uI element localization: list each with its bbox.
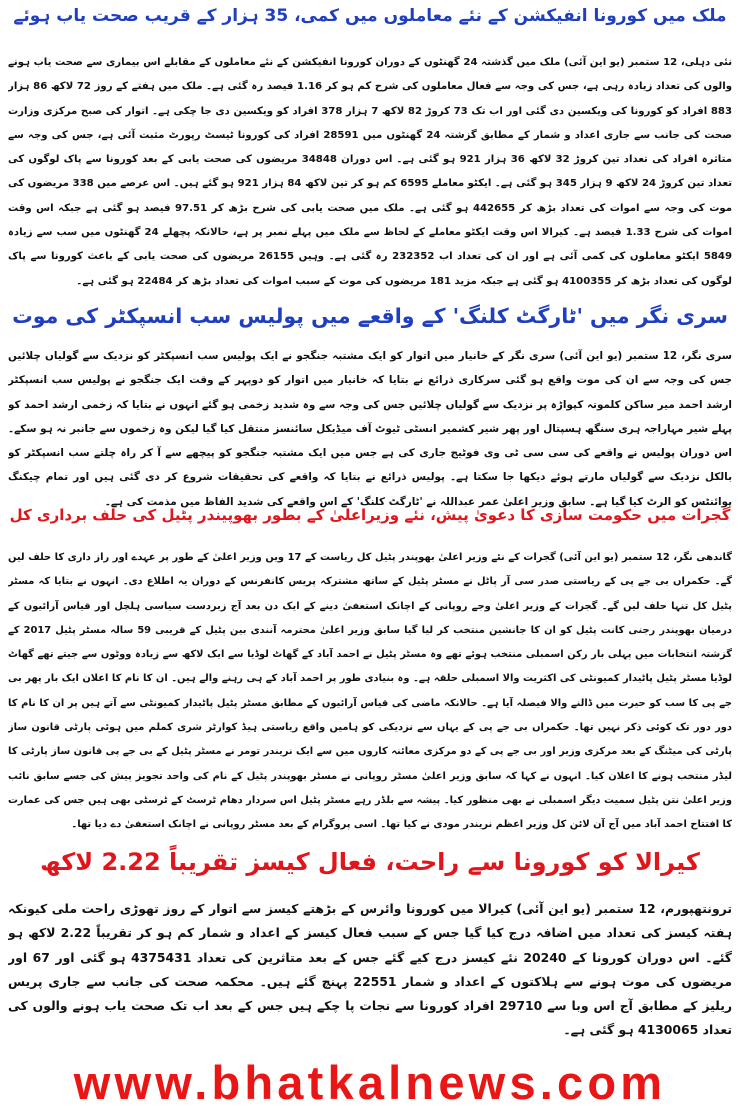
article-4-body: ترونتھپورم، 12 ستمبر (یو این آئی) کیرالا میں کورونا وائرس کے بڑھتے کیسز سے اتوار کے روز تھوڑی راحت ملی کیونکہ ہفتہ کیسز کی تعداد میں اضافہ درج کیا گیا جس کے سبب فعال کیسز کے اعداد و شمار کم ہو کر تقریباً 2.22 لاکھ ہو گئے۔ اس دوران کورونا کے 20240 نئے کیسز درج کیے گئے جس کے بعد متاثرین کی تعداد 4375431 ہو گئی اور 67 اور مریضوں کی موت ہونے سے ہلاکتوں کے اعداد و شمار 22551 پہنچ گئے ہیں۔ محکمہ صحت کی جانب سے جاری پریس ریلیز کے مطابق آج اس وبا سے 29710 افراد کورونا سے نجات پا چکے ہیں جس کے بعد اب تک صحت یاب ہونے والوں کی تعداد 4130065 ہو گئی ہے۔ xyxy=(8,901,732,1038)
article-4-headline: کیرالا کو کورونا سے راحت، فعال کیسز تقریباً 2.22 لاکھ xyxy=(40,848,700,876)
article-2-headline: سری نگر میں 'ٹارگٹ کلنگ' کے واقعے میں پولیس سب انسپکٹر کی موت xyxy=(12,304,728,328)
article-3-headline: گجرات میں حکومت سازی کا دعویٰ پیش، نئے وزیراعلیٰ کے بطور بھوپیندر پٹیل کی حلف برداری کل xyxy=(9,506,731,524)
article-3-body: گاندھی نگر، 12 ستمبر (یو این آئی) گجرات کے نئے وزیر اعلیٰ بھوپندر پٹیل کل ریاست کے 17 ویں وزیر اعلیٰ کے طور پر عہدے اور راز داری کا حلف لیں گے۔ حکمراں بی جے پی کے ریاستی صدر سی آر پاٹل نے مسٹر پٹیل کے ساتھ مشترکہ پریس کانفرنس کے دوران یہ اطلاع دی۔ انہوں نے بتایا کہ مسٹر پٹیل کل تنہا حلف لیں گے۔ گجرات کے وزیر اعلیٰ وجے روپانی کے اچانک استعفیٰ دینے کے ایک دن بعد آج زبردست سیاسی ہلچل اور قیاس آرائیوں کے درمیان بھوپندر رجنی کانت پٹیل کو ان کا جانشین منتخب کر لیا گیا سابق وزیر اعلیٰ محترمہ آنندی بین پٹیل کے قریبی 59 سالہ مسٹر پٹیل 2017 کے گزشتہ انتخابات میں پہلی بار رکن اسمبلی منتخب ہوئے تھے وہ مسٹر پٹیل نے احمد آباد کے گھاٹ لوڈیا سے ایک لاکھ سے زیادہ ووٹوں سے جیتے تھے گھاٹ لوڈیا مسٹر پٹیل پاٹیدار کمیونٹی کی اکثریت والا اسمبلی حلقہ ہے۔ وہ بنیادی طور پر احمد آباد کے ہی رہنے والے ہیں۔ ان کا نام کا اعلان ایک بار پھر بی جے پی کا سب کو حیرت میں ڈالنے والا فیصلہ آیا ہے۔ حالانکہ ماضی کی قیاس آرائیوں کے مطابق مسٹر پٹیل پاٹیدار کمیونٹی سے آتے ہیں پر ان کا نام کا دور دور تک کوئی ذکر نہیں تھا۔ حکمراں بی جے پی کے یہاں سے نزدیکی کو ہامیں واقع ریاستی ہیڈ کوارٹر شری کملم میں ہوئی پارٹی قانون ساز پارٹی کی میٹنگ کے بعد مرکزی وزیر اور بی جے پی کے دو مرکزی معائنہ کاروں میں سے ایک نریندر تومر نے مسٹر پٹیل کے بی جے پی قانون ساز پارٹی کا لیڈر منتخب ہونے کا اعلان کیا۔ انہوں نے کہا کہ سابق وزیر اعلیٰ مسٹر روپانی نے مسٹر بھوپندر پٹیل کے نام کی واحد تجویز پیش کی جسے سابق نائب وزیر اعلیٰ نتن پٹیل سمیت دیگر اسمبلی نے بھی منظور کیا۔ پیشہ سے بلڈر رہے مسٹر پٹیل اس سردار دھام ٹرسٹ کے ٹرسٹی بھی ہیں جس کی عمارت کا افتتاح احمد آباد میں آج آن لائن کل وزیر اعظم نریندر مودی نے کیا تھا۔ اسی پروگرام کے بعد مسٹر روپانی نے اچانک استعفیٰ دے دیا تھا۔ xyxy=(8,552,732,831)
article-1-headline: ملک میں کورونا انفیکشن کے نئے معاملوں میں کمی، 35 ہزار کے قریب صحت یاب ہوئے xyxy=(13,6,727,26)
article-1-body: نئی دہلی، 12 ستمبر (یو این آئی) ملک میں گذشتہ 24 گھنٹوں کے دوران کورونا انفیکشن کے نئے معاملوں کے مقابلے اس بیماری سے صحت یاب ہونے والوں کی تعداد زیادہ رہی ہے، جس کی وجہ سے فعال معاملوں کی شرح کم ہو کر 1.16 فیصد رہ گئی ہے۔ ملک میں ہفتے کے روز 72 لاکھ 86 ہزار 883 افراد کو کورونا کی ویکسین دی گئی اور اب تک 73 کروڑ 82 لاکھ 7 ہزار 378 افراد کو ویکسین دی جا چکی ہے۔ اتوار کی صبح مرکزی وزارت صحت کی جانب سے جاری اعداد و شمار کے مطابق گزشتہ 24 گھنٹوں میں 28591 افراد کی کورونا ٹیسٹ رپورٹ مثبت آئی ہے، جس کی وجہ سے متاثرہ افراد کی تعداد تین کروڑ 32 لاکھ 36 ہزار 921 ہو گئی ہے۔ اس دوران 34848 مریضوں کی صحت یابی کے بعد کورونا سے پاک لوگوں کی تعداد تین کروڑ 24 لاکھ 9 ہزار 345 ہو گئی ہے۔ ایکٹو معاملے 6595 کم ہو کر تین لاکھ 84 ہزار 921 ہو گئے ہیں۔ اس عرصے میں 338 مریضوں کی موت کی وجہ سے اموات کی تعداد بڑھ کر 442655 ہو گئی ہے۔ ملک میں صحت یابی کی شرح بڑھ کر 97.51 فیصد ہو گئی ہے جبکہ اس وقت اموات کی شرح 1.33 فیصد ہے۔ کیرالا اس وقت ایکٹو معاملے کے لحاظ سے ملک میں پہلے نمبر پر ہے، حالانکہ پچھلے 24 گھنٹوں میں سب سے زیادہ 5849 ایکٹو معاملوں کی کمی آئی ہے اور ان کی تعداد اب 232352 رہ گئی ہے۔ وہیں 26155 مریضوں کی صحت یابی کے باعث کورونا سے پاک لوگوں کی تعداد بڑھ کر 4100355 ہو گئی ہے جبکہ مزید 181 مریضوں کی موت کے سبب اموات کی تعداد بڑھ کر 22484 ہو گئی ہے۔ xyxy=(8,57,732,287)
article-2-body: سری نگر، 12 ستمبر (یو این آئی) سری نگر کے خانیار میں اتوار کو ایک مشتبہ جنگجو نے ایک پولیس سب انسپکٹر کو نزدیک سے گولیاں چلائیں جس کی وجہ سے ان کی موت واقع ہو گئی سرکاری ذرائع نے بتایا کہ خانیار میں اتوار کو دوپہر کے وقت ایک جنگجو نے پولیس سب انسپکٹر ارشد احمد میر ساکن کلموتہ کپواڑہ پر نزدیک سے گولیاں چلائیں جس کی وجہ سے وہ شدید زخمی ہو گئے انہوں نے بتایا کہ زخمی ارشد احمد کو پہلے شیر مہاراجہ ہری سنگھ ہسپتال اور پھر شیر کشمیر انسٹی ٹیوٹ آف میڈیکل سائنسز منتقل کیا گیا لیکن وہ زخموں سے جانبر نہ ہو سکے۔ اس دوران پولیس نے واقعے کی سی سی ٹی وی فوٹیج جاری کی ہے جس میں ایک مشتبہ جنگجو کو پیچھے سے آ کر راہ چلتے سب انسپکٹر کو بالکل نزدیک سے گولیاں مارتے ہوئے دیکھا جا سکتا ہے۔ پولیس ذرائع نے بتایا کہ واقعے کی تحقیقات شروع کر دی گئی ہیں اور تمام چیکنگ پوائنٹس کو الرٹ کیا گیا ہے۔ سابق وزیر اعلیٰ عمر عبداللہ نے 'ٹارگٹ کلنگ' کے اس واقعے کی شدید الفاظ میں مذمت کی ہے۔ xyxy=(8,350,732,508)
website-footer[interactable]: www.bhatkalnews.com xyxy=(73,1056,667,1109)
